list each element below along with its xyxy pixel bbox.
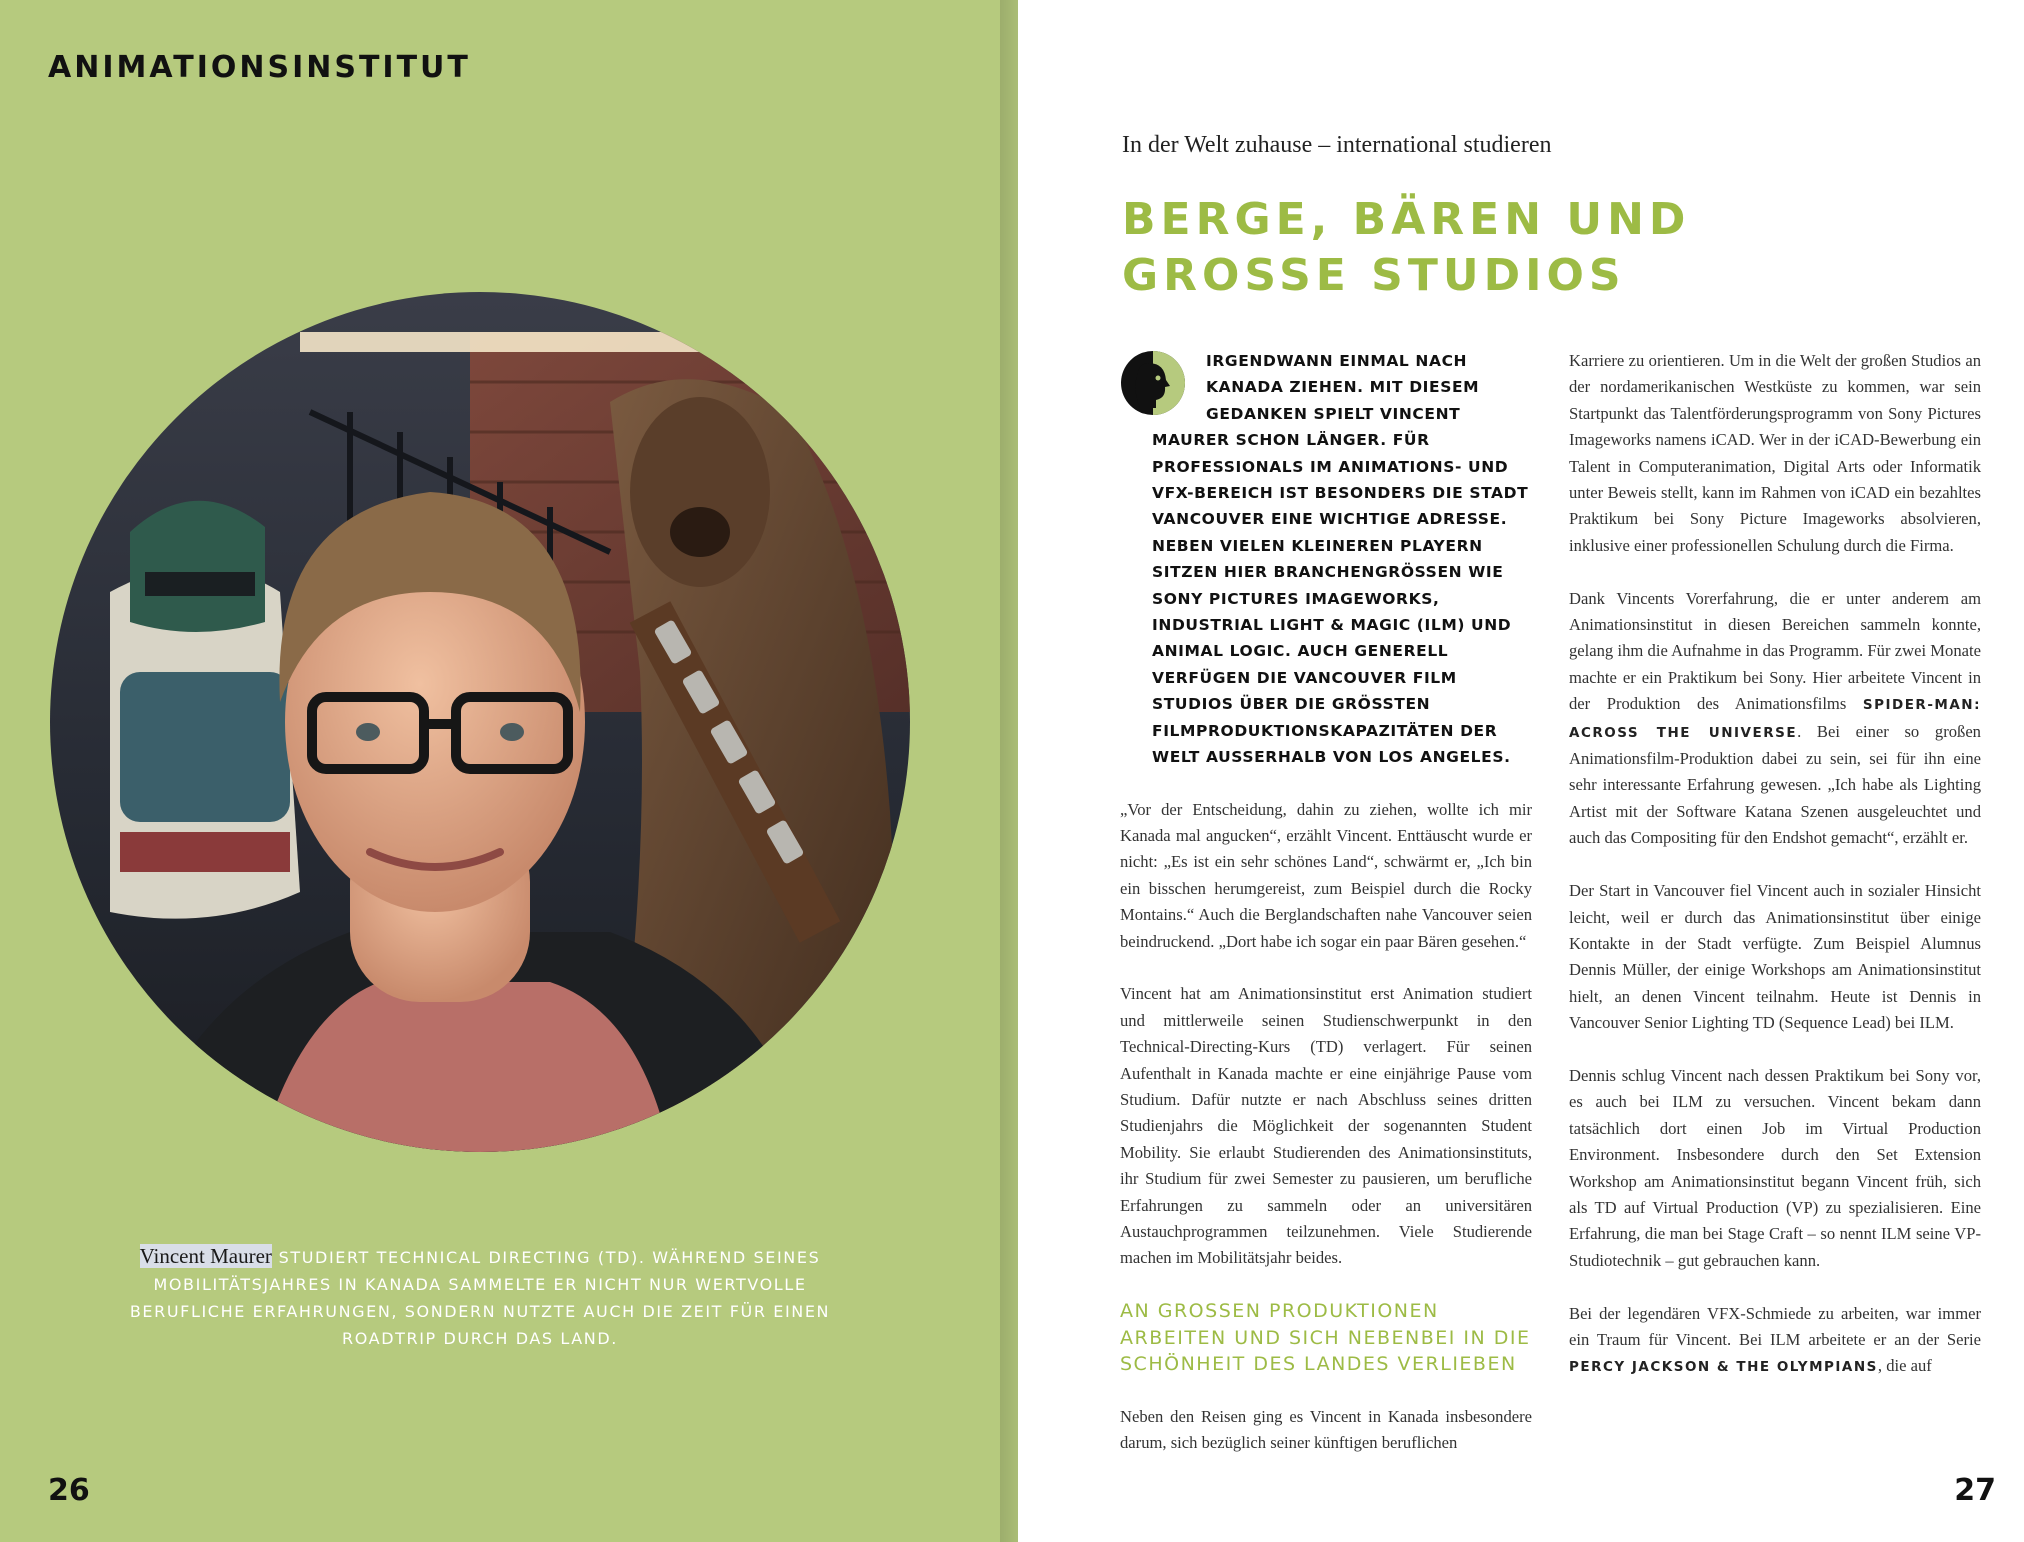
paragraph-8 [1569,1301,1981,1381]
paragraph-8-before: Bei der legendären VFX-Schmiede zu arbeiten, war immer ein Traum für Vincent. Bei ILM arbeitete er an der Serie [1569,1303,1981,1349]
text-column-2 [1569,348,1981,1407]
paragraph-7: Dennis schlug Vincent nach dessen Praktikum bei Sony vor, es auch bei ILM zu versuchen. Vincent bekam dann tatsächlich dort einen Job im Virtual Production Environment. Insbesondere durch den Set Extension Workshop am Animationsinstitut begann Vincent früh, sich als TD auf Virtual Production (VP) zu spezialisieren. Eine Erfahrung, die man bei Stage Craft – so nennt ILM seine VP-Studiotechnik – gut gebrauchen kann. [1569,1065,1981,1270]
portrait-illustration [50,292,910,1152]
page-number-right: 27 [1954,1473,1996,1508]
paragraph-5 [1569,586,1981,852]
paragraph-1: „Vor der Entscheidung, dahin zu ziehen, wollte ich mir Kanada mal angucken“, erzählt Vincent. Enttäuscht wurde er nicht: „Es ist ein sehr schönes Land“, schwärmt er, „Ich bin ein bisschen herumgereist, zum Beispiel durch die Rocky Montains.“ Auch die Berglandschaften nahe Vancouver seien beindruckend. „Dort habe ich sogar ein paar Bären gesehen.“ [1120,799,1532,951]
series-title: PERCY JACKSON & THE OLYMPIANS [1569,1359,1878,1376]
paragraph-2: Vincent hat am Animationsinstitut erst Animation studiert und mittlerweile seinen Studienschwerpunkt in den Technical-Directing-Kurs (TD) verlagert. Für seinen Aufenthalt in Kanada machte er eine einjährige Pause vom Studium. Dafür nutzte er nach Abschluss seines dritten Studienjahrs die Möglichkeit der sogenannten Student Mobility. Sie erlaubt Studierenden des Animationsinstituts, ihr Studium für zwei Semester zu pausieren, um berufliche Erfahrungen zu sammeln oder an universitären Austauchprogrammen teilzunehmen. Viele Studierende machen im Mobilitätsjahr beides. [1120,984,1532,1268]
subheading: AN GROSSEN PRODUKTIONEN ARBEITEN UND SICH NEBENBEI IN DIE SCHÖNHEIT DES LANDES VERLIEBEN [1120,1300,1531,1375]
photo-caption [100,1243,860,1352]
section-kicker: In der Welt zuhause – international studieren [1122,132,1552,158]
lead-text: IRGENDWANN EINMAL NACH KANADA ZIEHEN. MIT DIESEM GEDANKEN SPIELT VINCENT MAURER SCHON LÄNGER. FÜR PROFESSIONALS IM ANIMATIONS- UND VFX-BEREICH IST BESONDERS DIE STADT VANCOUVER EINE WICHTIGE ADRESSE. NEBEN VIELEN KLEINEREN PLAYERN SITZEN HIER BRANCHENGRÖSSEN WIE SONY PICTURES IMAGEWORKS, INDUSTRIAL LIGHT & MAGIC (ILM) UND ANIMAL LOGIC. AUCH GENERELL VERFÜGEN DIE VANCOUVER FILM STUDIOS ÜBER DIE GRÖSSTEN FILMPRODUKTIONSKAPAZITÄTEN DER WELT AUSSERHALB VON LOS ANGELES. [1152,352,1529,767]
institute-header: ANIMATIONSINSTITUT [48,50,471,85]
lead-paragraph [1120,348,1532,771]
portrait-photo [50,292,910,1152]
right-page [1018,0,2024,1542]
page-number-left: 26 [48,1473,90,1508]
paragraph-5-after: . Bei einer so großen Animationsfilm-Produktion dabei zu sein, sei für ihn eine sehr interessante Erfahrung gewesen. „Ich habe als Lighting Artist mit der Software Katana Szenen ausgeleuchtet und auch das Compositing für den Endshot gemacht“, erzählt er. [1569,721,1981,848]
paragraph-8-after: , die auf [1877,1356,1932,1376]
paragraph-3: Neben den Reisen ging es Vincent in Kanada insbesondere darum, sich bezüglich seiner künftigen beruflichen [1120,1406,1532,1453]
article-headline: BERGE, BÄREN UND GROSSE STUDIOS [1122,194,1691,301]
text-column-1 [1120,348,1532,1483]
paragraph-5-before: Dank Vincents Vorerfahrung, die er unter anderem am Animationsinstitut in diesen Bereichen sammeln konnte, gelang ihm die Aufnahme in das Programm. Für zwei Monate machte er ein Praktikum bei Sony. Hier arbeitete Vincent in der Produktion des Animationsfilms [1569,588,1981,714]
caption-text: STUDIERT TECHNICAL DIRECTING (TD). WÄHREND SEINES MOBILITÄTSJAHRES IN KANADA SAMMELTE ER NICHT NUR WERTVOLLE BERUFLICHE ERFAHRUNGEN, SONDERN NUTZTE AUCH DIE ZEIT FÜR EINEN ROADTRIP DURCH DAS LAND. [129,1248,831,1348]
profile-head-icon [1120,350,1186,416]
paragraph-4: Karriere zu orientieren. Um in die Welt der großen Studios an der nordamerikanischen Westküste zu kommen, war sein Startpunkt das Talentförderungsprogramm von Sony Pictures Imageworks namens iCAD. Wer in der iCAD-Bewerbung ein Talent in Computeranimation, Digital Arts oder Informatik unter Beweis stellt, kann im Rahmen von iCAD ein bezahltes Praktikum bei Sony Picture Imageworks absolvieren, inklusive einer professionellen Schulung durch die Firma. [1569,351,1981,555]
paragraph-6: Der Start in Vancouver fiel Vincent auch in sozialer Hinsicht leicht, weil er durch das Animationsinstitut über einige Kontakte in der Stadt verfügte. Zum Beispiel Alumnus Dennis Müller, der einige Workshops am Animationsinstitut hielt, an denen Vincent teilnahm. Heute ist Dennis in Vancouver Senior Lighting TD (Sequence Lead) bei ILM. [1569,881,1981,1033]
caption-name: Vincent Maurer [139,1244,272,1268]
film-title: SPIDER-MAN: ACROSS THE UNIVERSE [1569,697,1982,741]
